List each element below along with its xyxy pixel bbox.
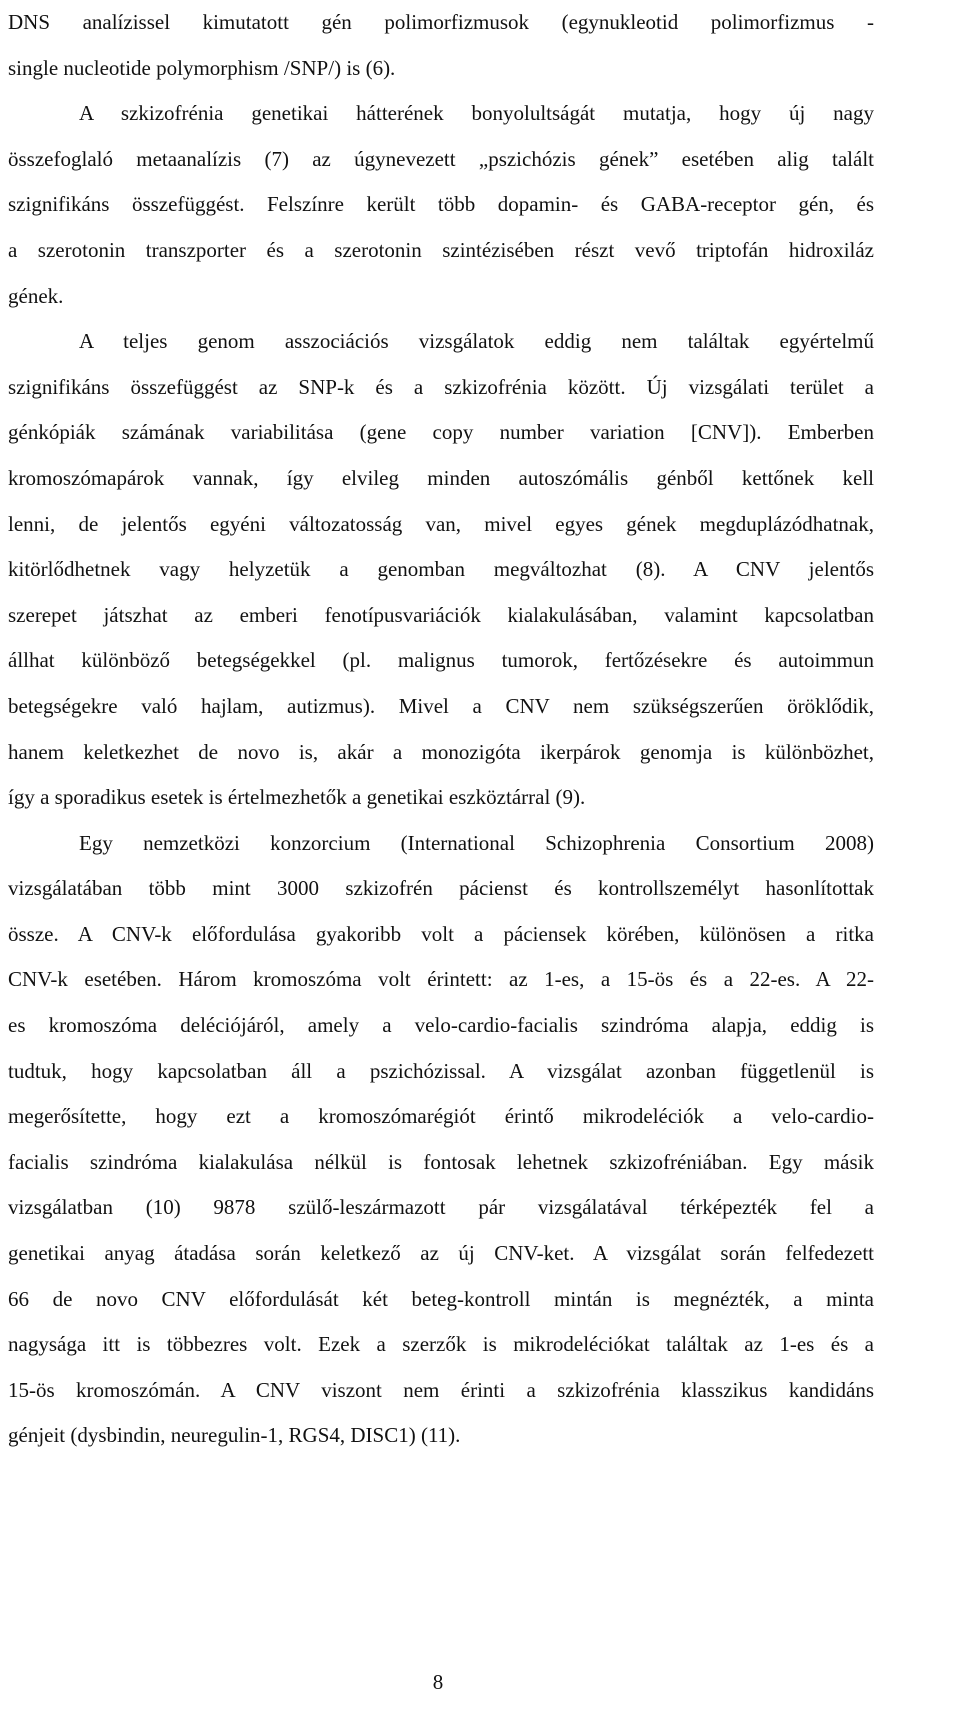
text-line: DNS analízissel kimutatott gén polimorfizmusok (egynukleotid polimorfizmus - — [8, 10, 874, 34]
text-line: kitörlődhetnek vagy helyzetük a genomban megváltozhat (8). A CNV jelentős — [8, 557, 874, 582]
text-line: 15-ös kromoszómán. A CNV viszont nem érinti a szkizofrénia klasszikus kandidáns — [8, 1377, 874, 1402]
text-line: állhat különböző betegségekkel (pl. malignus tumorok, fertőzésekre és autoimmun — [8, 648, 874, 673]
text-line: össze. A CNV-k előfordulása gyakoribb volt a páciensek körében, különösen a ritka — [8, 921, 874, 946]
text-line: facialis szindróma kialakulása nélkül is fontosak lehetnek szkizofréniában. Egy másik — [8, 1149, 874, 1174]
text-line: 66 de novo CNV előfordulását két beteg-kontroll mintán is megnézték, a minta — [8, 1286, 874, 1311]
text-line: a szerotonin transzporter és a szerotonin szintézisében részt vevő triptofán hidroxiláz — [8, 237, 874, 262]
text-line: betegségekre való hajlam, autizmus). Mivel a CNV nem szükségszerűen öröklődik, — [8, 693, 874, 718]
text-line: vizsgálatában több mint 3000 szkizofrén pácienst és kontrollszemélyt hasonlítottak — [8, 876, 874, 901]
text-line: szignifikáns összefüggést az SNP-k és a szkizofrénia között. Új vizsgálati terület a — [8, 374, 874, 399]
text-line: hanem keletkezhet de novo is, akár a monozigóta ikerpárok genomja is különbözhet, — [8, 739, 874, 764]
text-line: kromoszómapárok vannak, így elvileg minden autoszómális génből kettőnek kell — [8, 465, 874, 490]
text-line: Egy nemzetközi konzorcium (International Schizophrenia Consortium 2008) — [79, 830, 874, 855]
text-line: így a sporadikus esetek is értelmezhetők a genetikai eszköztárral (9). — [8, 785, 586, 810]
page-number: 8 — [432, 1670, 444, 1694]
text-line: lenni, de jelentős egyéni változatosság van, mivel egyes gének megduplázódhatnak, — [8, 511, 874, 536]
text-line: szignifikáns összefüggést. Felszínre került több dopamin- és GABA-receptor gén, és — [8, 192, 874, 217]
text-line: A teljes genom asszociációs vizsgálatok eddig nem találtak egyértelmű — [79, 329, 874, 354]
text-line: tudtuk, hogy kapcsolatban áll a pszichózissal. A vizsgálat azonban függetlenül is — [8, 1058, 874, 1083]
text-line: gének. — [8, 283, 64, 308]
text-line: génjeit (dysbindin, neuregulin-1, RGS4, DISC1) (11). — [8, 1423, 461, 1448]
text-line: megerősítette, hogy ezt a kromoszómarégiót érintő mikrodeléciók a velo-cardio- — [8, 1104, 874, 1129]
text-line: génkópiák számának variabilitása (gene copy number variation [CNV]). Emberben — [8, 420, 874, 445]
text-line: vizsgálatban (10) 9878 szülő-leszármazott pár vizsgálatával térképezték fel a — [8, 1195, 874, 1220]
document-page — [8, 0, 874, 1459]
text-line: es kromoszóma deléciójáról, amely a velo-cardio-facialis szindróma alapja, eddig is — [8, 1013, 874, 1038]
text-line: nagysága itt is többezres volt. Ezek a szerzők is mikrodeléciókat találtak az 1-es és a — [8, 1332, 874, 1357]
text-line: A szkizofrénia genetikai hátterének bonyolultságát mutatja, hogy új nagy — [79, 101, 874, 126]
text-line: szerepet játszhat az emberi fenotípusvariációk kialakulásában, valamint kapcsolatban — [8, 602, 874, 627]
text-line: CNV-k esetében. Három kromoszóma volt érintett: az 1-es, a 15-ös és a 22-es. A 22- — [8, 967, 874, 992]
text-line: single nucleotide polymorphism /SNP/) is (6). — [8, 55, 396, 80]
text-line: genetikai anyag átadása során keletkező az új CNV-ket. A vizsgálat során felfedezett — [8, 1241, 874, 1266]
text-line: összefoglaló metaanalízis (7) az úgynevezett „pszichózis gének” esetében alig talált — [8, 146, 874, 171]
